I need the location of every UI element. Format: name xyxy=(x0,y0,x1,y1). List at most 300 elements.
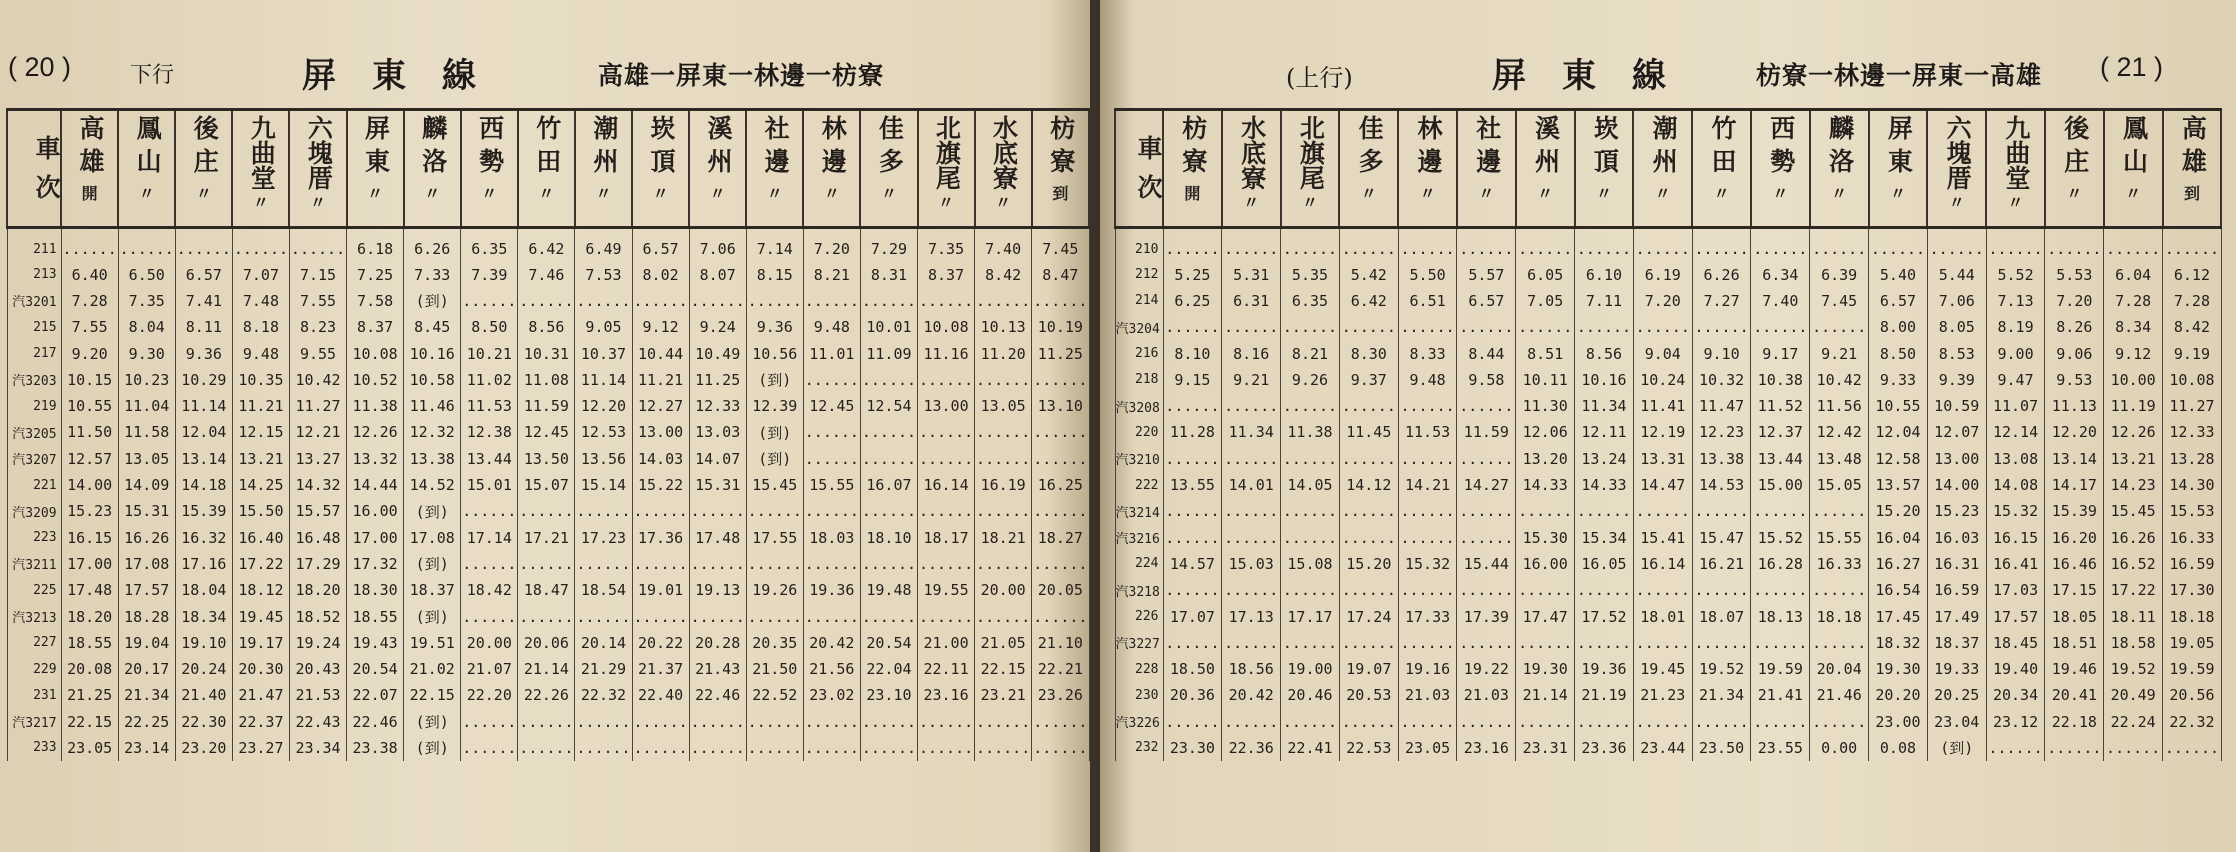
time-cell: 17.48 xyxy=(689,524,746,550)
station-note: 〃 xyxy=(1948,193,1965,212)
time-cell: 20.00 xyxy=(461,630,518,656)
time-cell: 19.22 xyxy=(1457,656,1516,682)
time-cell: 7.35 xyxy=(118,288,175,314)
time-cell: 11.56 xyxy=(1810,393,1869,419)
time-cell: 17.17 xyxy=(1281,603,1340,629)
time-cell: 13.27 xyxy=(289,446,346,472)
train-number: 230 xyxy=(1115,682,1163,708)
left-header xyxy=(0,52,1090,100)
time-cell: 9.37 xyxy=(1339,367,1398,393)
station-name: 潮州 xyxy=(589,115,619,181)
time-cell: 5.44 xyxy=(1927,262,1986,288)
time-cell: 17.13 xyxy=(1222,603,1281,629)
time-cell: 18.58 xyxy=(2104,630,2163,656)
time-cell: 7.53 xyxy=(575,262,632,288)
time-cell: ...... xyxy=(1633,228,1692,262)
time-cell: ...... xyxy=(918,735,975,761)
time-cell: 16.04 xyxy=(1869,524,1928,550)
time-cell: 7.20 xyxy=(803,228,860,262)
time-cell: 15.45 xyxy=(2104,498,2163,524)
time-cell: 17.00 xyxy=(61,551,118,577)
time-cell: 17.22 xyxy=(2104,577,2163,603)
time-cell: 12.04 xyxy=(1869,419,1928,445)
time-cell: ...... xyxy=(575,288,632,314)
time-cell: 12.54 xyxy=(860,393,917,419)
time-cell: 23.21 xyxy=(975,682,1032,708)
station-name: 麟洛 xyxy=(418,115,448,181)
time-cell: 7.41 xyxy=(175,288,232,314)
time-cell: 13.00 xyxy=(918,393,975,419)
time-cell: 11.52 xyxy=(1751,393,1810,419)
time-cell: 8.53 xyxy=(1927,340,1986,366)
time-cell: 22.07 xyxy=(347,682,404,708)
time-cell: 18.17 xyxy=(918,524,975,550)
time-cell: 22.52 xyxy=(746,682,803,708)
time-cell: 22.15 xyxy=(404,682,461,708)
time-cell: 19.36 xyxy=(803,577,860,603)
time-cell: 9.36 xyxy=(175,340,232,366)
train-number: 212 xyxy=(1115,262,1163,288)
time-cell: 22.25 xyxy=(118,709,175,735)
time-cell: ...... xyxy=(689,603,746,629)
time-cell: 20.42 xyxy=(803,630,860,656)
time-cell: 19.55 xyxy=(918,577,975,603)
station-header xyxy=(1339,110,1398,228)
time-cell: 9.55 xyxy=(289,340,346,366)
train-row xyxy=(1115,735,2221,761)
time-cell: 8.18 xyxy=(232,314,289,340)
time-cell: ...... xyxy=(2045,228,2104,262)
time-cell: 12.45 xyxy=(803,393,860,419)
time-cell: 22.15 xyxy=(975,656,1032,682)
train-number: 210 xyxy=(1115,228,1163,262)
time-cell: 12.53 xyxy=(575,419,632,445)
time-cell: 10.32 xyxy=(1692,367,1751,393)
time-cell: ...... xyxy=(1222,524,1281,550)
time-cell: 14.00 xyxy=(1927,472,1986,498)
time-cell: ...... xyxy=(918,419,975,445)
station-note: 〃 xyxy=(1360,184,1377,203)
time-cell: 7.25 xyxy=(347,262,404,288)
time-cell: 6.42 xyxy=(518,228,575,262)
time-cell: 23.55 xyxy=(1751,735,1810,761)
time-cell: 12.42 xyxy=(1810,419,1869,445)
station-name: 西勢 xyxy=(475,115,505,181)
time-cell: 19.40 xyxy=(1986,656,2045,682)
time-cell: (到) xyxy=(746,419,803,445)
train-number: 221 xyxy=(7,472,61,498)
time-cell: 10.21 xyxy=(461,340,518,366)
time-cell: 16.05 xyxy=(1575,551,1634,577)
time-cell: 8.02 xyxy=(632,262,689,288)
time-cell: 6.42 xyxy=(1339,288,1398,314)
station-note: 〃 xyxy=(2007,193,2024,212)
station-header xyxy=(575,110,632,228)
time-cell: 6.34 xyxy=(1751,262,1810,288)
time-cell: 18.13 xyxy=(1751,603,1810,629)
time-cell: ...... xyxy=(1516,498,1575,524)
train-row xyxy=(1115,419,2221,445)
train-number-header: 車次 xyxy=(1115,110,1163,228)
time-cell: 19.00 xyxy=(1281,656,1340,682)
time-cell: 7.29 xyxy=(860,228,917,262)
station-header xyxy=(975,110,1032,228)
time-cell: ...... xyxy=(1281,446,1340,472)
time-cell: ...... xyxy=(1339,524,1398,550)
time-cell: 9.12 xyxy=(632,314,689,340)
station-header xyxy=(118,110,175,228)
time-cell: 6.35 xyxy=(461,228,518,262)
time-cell: 7.20 xyxy=(2045,288,2104,314)
time-cell: 11.59 xyxy=(1457,419,1516,445)
time-cell: 16.40 xyxy=(232,524,289,550)
time-cell: (到) xyxy=(404,709,461,735)
station-note: 〃 xyxy=(138,184,155,203)
time-cell: 16.32 xyxy=(175,524,232,550)
time-cell: 21.37 xyxy=(632,656,689,682)
time-cell: ...... xyxy=(632,709,689,735)
train-number: 汽3209 xyxy=(7,498,61,524)
time-cell: 14.25 xyxy=(232,472,289,498)
time-cell: 15.52 xyxy=(1751,524,1810,550)
time-cell: 17.08 xyxy=(118,551,175,577)
time-cell: 12.20 xyxy=(2045,419,2104,445)
time-cell: ...... xyxy=(746,735,803,761)
time-cell: (到) xyxy=(404,551,461,577)
time-cell: 8.34 xyxy=(2104,314,2163,340)
station-note: 〃 xyxy=(1478,184,1495,203)
time-cell: ...... xyxy=(1810,577,1869,603)
page-number: ( 21 ) xyxy=(2100,52,2164,82)
train-number: 222 xyxy=(1115,472,1163,498)
time-cell: 20.06 xyxy=(518,630,575,656)
time-cell: ...... xyxy=(1339,446,1398,472)
time-cell: 20.17 xyxy=(118,656,175,682)
time-cell: 8.37 xyxy=(347,314,404,340)
station-note: 〃 xyxy=(938,193,955,212)
time-cell: ...... xyxy=(632,288,689,314)
time-cell: 15.31 xyxy=(689,472,746,498)
time-cell: ...... xyxy=(1281,709,1340,735)
station-name: 高雄 xyxy=(2178,115,2208,181)
time-cell: 21.03 xyxy=(1398,682,1457,708)
time-cell: 15.01 xyxy=(461,472,518,498)
time-cell: 11.58 xyxy=(118,419,175,445)
time-cell: 6.50 xyxy=(118,262,175,288)
time-cell: 23.36 xyxy=(1575,735,1634,761)
time-cell: 21.02 xyxy=(404,656,461,682)
time-cell: ...... xyxy=(518,498,575,524)
time-cell: 14.44 xyxy=(347,472,404,498)
time-cell: ...... xyxy=(61,228,118,262)
time-cell: 18.20 xyxy=(289,577,346,603)
time-cell: ...... xyxy=(1281,498,1340,524)
time-cell: 17.39 xyxy=(1457,603,1516,629)
time-cell: 8.47 xyxy=(1032,262,1089,288)
station-name: 竹田 xyxy=(1707,115,1737,181)
station-note: 〃 xyxy=(709,184,726,203)
station-note: 〃 xyxy=(1654,184,1671,203)
time-cell: 18.04 xyxy=(175,577,232,603)
time-cell: 7.28 xyxy=(2104,288,2163,314)
station-name: 北旗尾 xyxy=(1296,115,1326,190)
time-cell: 11.14 xyxy=(175,393,232,419)
time-cell: 11.47 xyxy=(1692,393,1751,419)
time-cell: 18.05 xyxy=(2045,603,2104,629)
station-name: 鳳山 xyxy=(133,115,163,181)
time-cell: 18.18 xyxy=(1810,603,1869,629)
time-cell: 10.19 xyxy=(1032,314,1089,340)
time-cell: 23.44 xyxy=(1633,735,1692,761)
time-cell: 9.24 xyxy=(689,314,746,340)
time-cell: ...... xyxy=(1398,630,1457,656)
time-cell: 12.19 xyxy=(1633,419,1692,445)
time-cell: 6.04 xyxy=(2104,262,2163,288)
time-cell: ...... xyxy=(1457,314,1516,340)
time-cell: 10.52 xyxy=(347,367,404,393)
time-cell: 15.20 xyxy=(1339,551,1398,577)
time-cell: 14.57 xyxy=(1163,551,1222,577)
time-cell: 11.27 xyxy=(289,393,346,419)
train-row xyxy=(7,367,1089,393)
time-cell: ...... xyxy=(1032,446,1089,472)
time-cell: 15.47 xyxy=(1692,524,1751,550)
time-cell: ...... xyxy=(461,603,518,629)
book-gutter xyxy=(1090,0,1100,852)
time-cell: ...... xyxy=(746,498,803,524)
time-cell: 7.13 xyxy=(1986,288,2045,314)
time-cell: 22.26 xyxy=(518,682,575,708)
time-cell: 19.43 xyxy=(347,630,404,656)
time-cell: ...... xyxy=(289,228,346,262)
time-cell: 7.15 xyxy=(289,262,346,288)
train-row xyxy=(7,314,1089,340)
time-cell: 15.05 xyxy=(1810,472,1869,498)
train-number: 汽3201 xyxy=(7,288,61,314)
time-cell: 15.14 xyxy=(575,472,632,498)
time-cell: 9.19 xyxy=(2163,340,2222,366)
time-cell: 15.23 xyxy=(61,498,118,524)
time-cell: ...... xyxy=(461,709,518,735)
time-cell: 11.53 xyxy=(1398,419,1457,445)
time-cell: ...... xyxy=(118,228,175,262)
time-cell: 19.26 xyxy=(746,577,803,603)
time-cell: ...... xyxy=(1398,446,1457,472)
time-cell: 13.28 xyxy=(2163,446,2222,472)
time-cell: ...... xyxy=(1281,393,1340,419)
time-cell: 10.44 xyxy=(632,340,689,366)
time-cell: 17.29 xyxy=(289,551,346,577)
train-number: 汽3204 xyxy=(1115,314,1163,340)
time-cell: 7.33 xyxy=(404,262,461,288)
time-cell: ...... xyxy=(1575,228,1634,262)
time-cell: 18.32 xyxy=(1869,630,1928,656)
time-cell: 18.27 xyxy=(1032,524,1089,550)
station-note: 〃 xyxy=(2066,184,2083,203)
time-cell: 20.24 xyxy=(175,656,232,682)
time-cell: 18.51 xyxy=(2045,630,2104,656)
time-cell: 8.07 xyxy=(689,262,746,288)
time-cell: 23.05 xyxy=(61,735,118,761)
train-row xyxy=(1115,498,2221,524)
time-cell: 10.08 xyxy=(918,314,975,340)
time-cell: 20.49 xyxy=(2104,682,2163,708)
time-cell: 8.21 xyxy=(803,262,860,288)
station-header xyxy=(175,110,232,228)
time-cell: 20.54 xyxy=(347,656,404,682)
time-cell: ...... xyxy=(803,709,860,735)
time-cell: (到) xyxy=(404,288,461,314)
time-cell: 12.45 xyxy=(518,419,575,445)
time-cell: 23.20 xyxy=(175,735,232,761)
time-cell: 16.15 xyxy=(61,524,118,550)
train-number: 汽3218 xyxy=(1115,577,1163,603)
time-cell: 16.25 xyxy=(1032,472,1089,498)
time-cell: 23.34 xyxy=(289,735,346,761)
train-number: 223 xyxy=(7,524,61,550)
time-cell: 10.11 xyxy=(1516,367,1575,393)
time-cell: 14.33 xyxy=(1575,472,1634,498)
time-cell: 13.03 xyxy=(689,419,746,445)
time-cell: 17.57 xyxy=(1986,603,2045,629)
time-cell: 20.42 xyxy=(1222,682,1281,708)
train-number: 汽3205 xyxy=(7,419,61,445)
page-number: ( 20 ) xyxy=(8,52,72,82)
station-header xyxy=(860,110,917,228)
time-cell: ...... xyxy=(1222,393,1281,419)
time-cell: 15.39 xyxy=(175,498,232,524)
time-cell: 10.56 xyxy=(746,340,803,366)
time-cell: ...... xyxy=(1751,709,1810,735)
time-cell: 7.45 xyxy=(1032,228,1089,262)
time-cell: ...... xyxy=(1810,630,1869,656)
time-cell: 19.13 xyxy=(689,577,746,603)
time-cell: ...... xyxy=(575,551,632,577)
time-cell: 21.19 xyxy=(1575,682,1634,708)
time-cell: ...... xyxy=(860,709,917,735)
time-cell: 13.44 xyxy=(1751,446,1810,472)
time-cell: 22.32 xyxy=(575,682,632,708)
right-header xyxy=(1100,52,2236,100)
train-row xyxy=(7,682,1089,708)
time-cell: ...... xyxy=(1516,630,1575,656)
time-cell: 8.56 xyxy=(518,314,575,340)
time-cell: 19.24 xyxy=(289,630,346,656)
time-cell: 9.48 xyxy=(1398,367,1457,393)
station-header xyxy=(1692,110,1751,228)
time-cell: 15.23 xyxy=(1927,498,1986,524)
time-cell: ...... xyxy=(1810,709,1869,735)
time-cell: 17.47 xyxy=(1516,603,1575,629)
train-row xyxy=(7,603,1089,629)
station-header xyxy=(918,110,975,228)
station-note: 〃 xyxy=(823,184,840,203)
time-cell: 11.02 xyxy=(461,367,518,393)
time-cell: 22.36 xyxy=(1222,735,1281,761)
time-cell: ...... xyxy=(1692,630,1751,656)
time-cell: 14.23 xyxy=(2104,472,2163,498)
time-cell: 13.50 xyxy=(518,446,575,472)
time-cell: 10.29 xyxy=(175,367,232,393)
time-cell: ...... xyxy=(575,709,632,735)
time-cell: ...... xyxy=(975,603,1032,629)
time-cell: 8.15 xyxy=(746,262,803,288)
station-note: 〃 xyxy=(766,184,783,203)
time-cell: 18.52 xyxy=(289,603,346,629)
time-cell: 16.41 xyxy=(1986,551,2045,577)
train-row xyxy=(7,656,1089,682)
time-cell: 8.51 xyxy=(1516,340,1575,366)
time-cell: 20.46 xyxy=(1281,682,1340,708)
time-cell: 8.56 xyxy=(1575,340,1634,366)
time-cell: 20.53 xyxy=(1339,682,1398,708)
time-cell: 15.32 xyxy=(1986,498,2045,524)
station-name: 鳳山 xyxy=(2119,115,2149,181)
time-cell: 18.42 xyxy=(461,577,518,603)
time-cell: 14.12 xyxy=(1339,472,1398,498)
station-header xyxy=(1810,110,1869,228)
time-cell: 10.49 xyxy=(689,340,746,366)
time-cell: 21.43 xyxy=(689,656,746,682)
time-cell: 9.47 xyxy=(1986,367,2045,393)
time-cell: ...... xyxy=(1032,498,1089,524)
station-name: 水底寮 xyxy=(989,115,1019,190)
time-cell: 11.59 xyxy=(518,393,575,419)
time-cell: 23.30 xyxy=(1163,735,1222,761)
train-row xyxy=(7,262,1089,288)
time-cell: ...... xyxy=(1281,630,1340,656)
time-cell: ...... xyxy=(1516,228,1575,262)
time-cell: 17.36 xyxy=(632,524,689,550)
time-cell: 10.58 xyxy=(404,367,461,393)
train-row xyxy=(7,446,1089,472)
time-cell: ...... xyxy=(860,288,917,314)
time-cell: 18.56 xyxy=(1222,656,1281,682)
time-cell: ...... xyxy=(1222,314,1281,340)
time-cell: ...... xyxy=(1339,228,1398,262)
time-cell: 13.31 xyxy=(1633,446,1692,472)
direction-label: (上行) xyxy=(1286,64,1353,92)
time-cell: ...... xyxy=(803,446,860,472)
right-page xyxy=(1100,0,2236,852)
time-cell: 17.32 xyxy=(347,551,404,577)
time-cell: ...... xyxy=(1339,577,1398,603)
time-cell: 20.36 xyxy=(1163,682,1222,708)
time-cell: ...... xyxy=(1575,630,1634,656)
time-cell: 9.20 xyxy=(61,340,118,366)
time-cell: 14.00 xyxy=(61,472,118,498)
time-cell: 18.54 xyxy=(575,577,632,603)
time-cell: ...... xyxy=(1457,393,1516,419)
time-cell: 13.05 xyxy=(118,446,175,472)
time-cell: 11.21 xyxy=(632,367,689,393)
time-cell: 18.30 xyxy=(347,577,404,603)
station-name: 六塊厝 xyxy=(304,115,334,190)
time-cell: 10.42 xyxy=(1810,367,1869,393)
train-row xyxy=(1115,228,2221,262)
time-cell: 13.20 xyxy=(1516,446,1575,472)
time-cell: ...... xyxy=(1032,735,1089,761)
time-cell: 11.21 xyxy=(232,393,289,419)
train-number: 汽3208 xyxy=(1115,393,1163,419)
time-cell: 15.55 xyxy=(803,472,860,498)
time-cell: 10.38 xyxy=(1751,367,1810,393)
time-cell: 11.34 xyxy=(1575,393,1634,419)
time-cell: ...... xyxy=(461,288,518,314)
train-number: 215 xyxy=(7,314,61,340)
time-cell: 16.07 xyxy=(860,472,917,498)
station-header xyxy=(1633,110,1692,228)
